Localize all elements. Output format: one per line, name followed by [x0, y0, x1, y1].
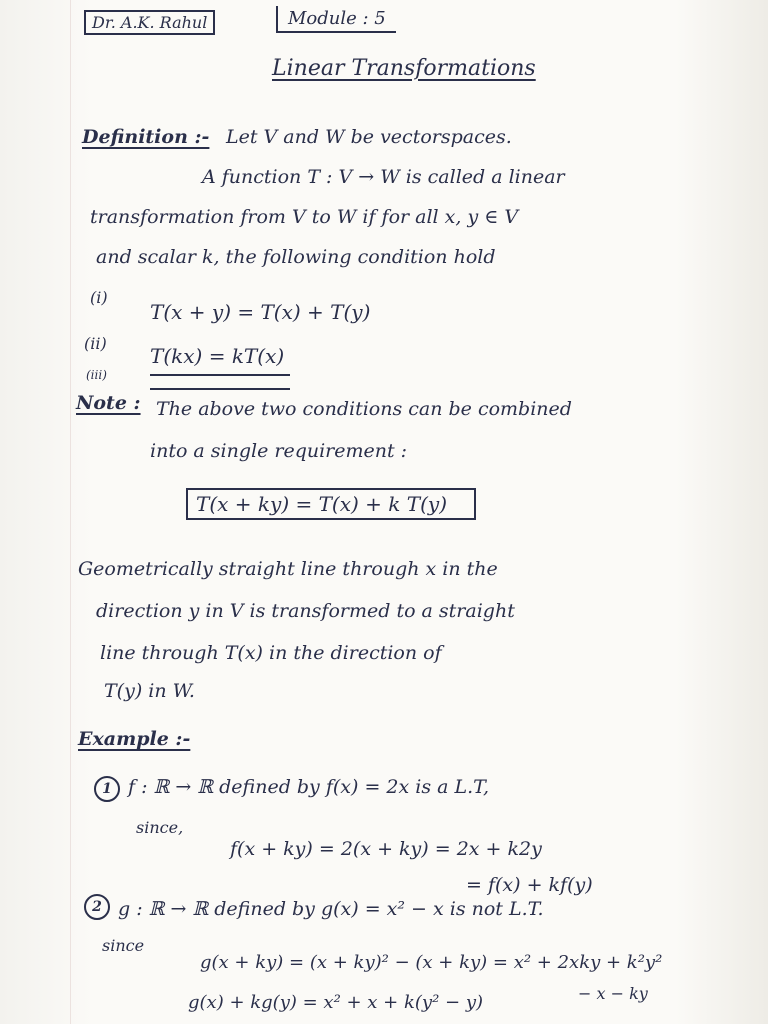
- geometric-line-4: T(y) in W.: [104, 680, 195, 702]
- example-1-equation-1: f(x + ky) = 2(x + ky) = 2x + k2y: [230, 838, 542, 860]
- condition-1-label: (i): [90, 288, 108, 307]
- example-2-equation-2: g(x) + kg(y) = x² + x + k(y² − y): [188, 992, 484, 1013]
- example-1-number: 1: [94, 776, 120, 802]
- module-box: [276, 6, 396, 33]
- crossed-out-scribble: [150, 374, 290, 390]
- geometric-line-3: line through T(x) in the direction of: [100, 642, 442, 664]
- combined-requirement-box: [186, 488, 476, 520]
- example-2-number: 2: [84, 894, 110, 920]
- note-label: Note :: [76, 392, 141, 414]
- module-label: Module : 5: [288, 8, 386, 29]
- note-line-2: into a single requirement :: [150, 440, 408, 462]
- example-1-since: since,: [136, 818, 184, 837]
- geometric-line-1: Geometrically straight line through x in the: [78, 558, 498, 580]
- combined-requirement: T(x + ky) = T(x) + k T(y): [196, 492, 448, 516]
- example-2-equation-1: g(x + ky) = (x + ky)² − (x + ky) = x² + 2xky + k²y²: [200, 952, 663, 973]
- definition-label: Definition :-: [82, 126, 210, 148]
- page-margin-line: [70, 0, 71, 1024]
- example-label: Example :-: [78, 728, 191, 750]
- page-title: Linear Transformations: [272, 56, 536, 81]
- condition-3-label: (iii): [86, 368, 107, 382]
- example-1-equation-2: = f(x) + kf(y): [466, 874, 593, 896]
- condition-2-label: (ii): [84, 334, 107, 353]
- author-box: [84, 10, 215, 35]
- example-2-equation-1-continued: − x − ky: [578, 984, 648, 1003]
- example-1-statement: f : ℝ → ℝ defined by f(x) = 2x is a L.T,: [128, 776, 490, 798]
- definition-line-4: and scalar k, the following condition hold: [96, 246, 496, 268]
- definition-line-2: A function T : V → W is called a linear: [202, 166, 565, 188]
- geometric-line-2: direction y in V is transformed to a straight: [96, 600, 515, 622]
- example-2-since: since: [102, 936, 145, 955]
- definition-line-3: transformation from V to W if for all x, y ∈ V: [90, 206, 519, 228]
- note-line-1: The above two conditions can be combined: [156, 398, 572, 420]
- author-name: Dr. A.K. Rahul: [92, 13, 208, 32]
- condition-2: T(kx) = kT(x): [150, 344, 285, 368]
- example-2-statement: g : ℝ → ℝ defined by g(x) = x² − x is not L.T.: [118, 898, 544, 920]
- condition-1: T(x + y) = T(x) + T(y): [150, 300, 371, 324]
- definition-line-1: Let V and W be vectorspaces.: [226, 126, 512, 148]
